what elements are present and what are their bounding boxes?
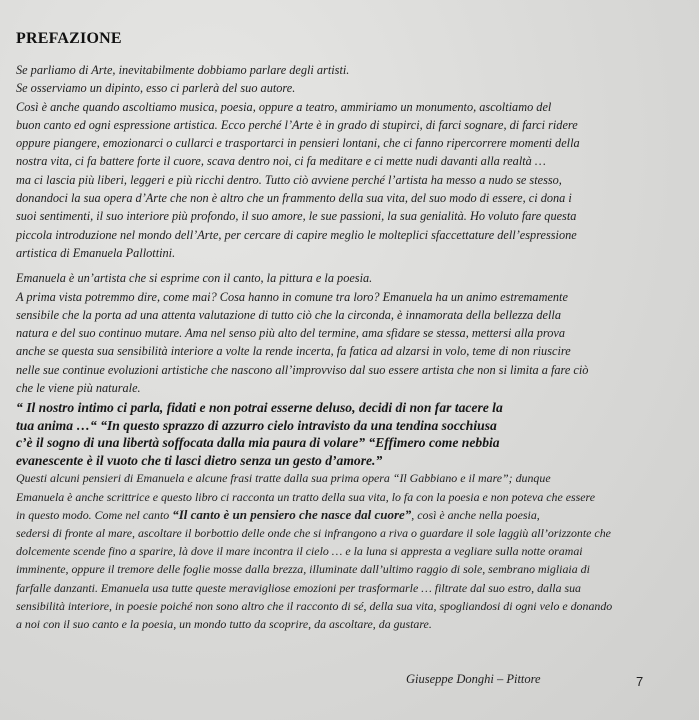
text-run: in questo modo. Come nel canto — [16, 507, 173, 522]
text-line: Emanuela è un’artista che si esprime con il canto, la pittura e la poesia. — [16, 271, 373, 286]
text-line: a noi con il suo canto e la poesia, un mondo tutto da scoprire, da ascoltare, da gustare. — [16, 616, 432, 631]
paragraph-conclusion — [16, 469, 688, 633]
author-signature: Giuseppe Donghi – Pittore — [406, 672, 541, 686]
quote-line: “ Il nostro intimo ci parla, fidati e non potrai esserne deluso, decidi di non far tacere la — [16, 400, 503, 416]
song-quote: “Il canto è un pensiero che nasce dal cuore” — [172, 506, 412, 522]
text-line: Se osserviamo un dipinto, esso ci parlerà del suo autore. — [16, 81, 296, 96]
text-line: A prima vista potremmo dire, come mai? Cosa hanno in comune tra loro? Emanuela ha un animo estremamente — [16, 289, 568, 304]
text-line: sensibile che la porta ad una attenta valutazione di tutto ciò che la circonda, è innamorata della bellezza della — [16, 307, 561, 322]
page-number: 7 — [636, 674, 644, 689]
page-title: PREFAZIONE — [16, 30, 122, 47]
text-line: suoi sentimenti, il suo interiore più profondo, il suo amore, le sue passioni, la sua genialità. Ho voluto fare questa — [16, 209, 577, 224]
quote-block — [16, 399, 688, 469]
text-line: piccola introduzione nel mondo dell’Arte, per cercare di capire meglio le molteplici sfaccettature dell’espressione — [16, 227, 577, 242]
text-line: farfalle danzanti. Emanuela usa tutte queste meravigliose emozioni per trasformarle … filtrate dal suo estro, dalla sua — [16, 580, 582, 595]
text-line: anche se questa sua sensibilità interiore a volte la rende incerta, fa fatica ad alzarsi in volo, teme di non riuscire — [16, 344, 571, 359]
text-line: nelle sue continue evoluzioni artistiche che nascono all’improvviso dal suo essere artista che non si limita a fare ciò — [16, 362, 589, 377]
text-line: sensibilità interiore, in poesie poiché non sono altro che il racconto di sé, della sua vita, spogliandosi di ogni velo e donando — [16, 598, 613, 613]
text-line: Se parliamo di Arte, inevitabilmente dobbiamo parlare degli artisti. — [16, 63, 350, 77]
text-line: imminente, oppure il tremore delle foglie mosse dalla brezza, illuminate dall’ultimo raggio di sole, sembrano migliaia di — [16, 562, 590, 577]
quote-line: evanescente è il vuoto che ti lasci dietro senza un gesto d’amore.” — [16, 452, 383, 468]
text-line: nostra vita, ci fa battere forte il cuore, scava dentro noi, ci fa meditare e ci mette nudi davanti alla realtà … — [16, 154, 546, 169]
quote-line: c’è il sogno di una libertà soffocata dalla mia paura di volare” “Effimero come nebbia — [16, 435, 500, 451]
paragraph-intro — [16, 61, 688, 262]
text-line: oppure piangere, emozionarci o cullarci e trasportarci in pensieri lontani, che ci fanno ripercorrere momenti della — [16, 136, 580, 151]
text-line-mixed — [16, 506, 688, 524]
text-line: natura e del suo continuo mutare. Ama nel senso più alto del termine, ama sfidare se stessa, mettersi alla prova — [16, 326, 565, 341]
text-line: sedersi di fronte al mare, ascoltare il borbottio delle onde che si infrangono a riva o guardare il sole laggiù all’orizzonte che — [16, 525, 611, 540]
text-line: artistica di Emanuela Pallottini. — [16, 245, 176, 260]
quote-line: tua anima …“ “In questo sprazzo di azzurro cielo intravisto da una tendina socchiusa — [16, 417, 497, 433]
text-line: che le viene più naturale. — [16, 381, 141, 396]
text-line: Così è anche quando ascoltiamo musica, poesia, oppure a teatro, ammiriamo un monumento, ascoltiamo del — [16, 99, 552, 114]
text-line: Questi alcuni pensieri di Emanuela e alcune frasi tratte dalla sua prima opera “Il Gabbiano e il mare”; dunque — [16, 471, 551, 486]
paragraph-emanuela — [16, 269, 688, 397]
text-line: buon canto ed ogni espressione artistica. Ecco perché l’Arte è in grado di stupirci, di farci sognare, di farci ridere — [16, 117, 578, 132]
text-line: Emanuela è anche scrittrice e questo libro ci racconta un tratto della sua vita, lo fa con la poesia e non poteva che essere — [16, 489, 595, 504]
document-page — [16, 30, 688, 633]
text-run: , così è anche nella poesia, — [411, 507, 540, 522]
text-line: ma ci lascia più liberi, leggeri e più ricchi dentro. Tutto ciò avviene perché l’artista ha messo a nudo se stesso, — [16, 172, 562, 187]
text-line: donandoci la sua opera d’Arte che non è altro che un frammento della sua vita, del suo modo di essere, ci dona i — [16, 191, 572, 206]
text-line: dolcemente scende fino a sparire, là dove il mare incontra il cielo … e la luna si appresta a vegliare sulla notte oramai — [16, 544, 583, 559]
